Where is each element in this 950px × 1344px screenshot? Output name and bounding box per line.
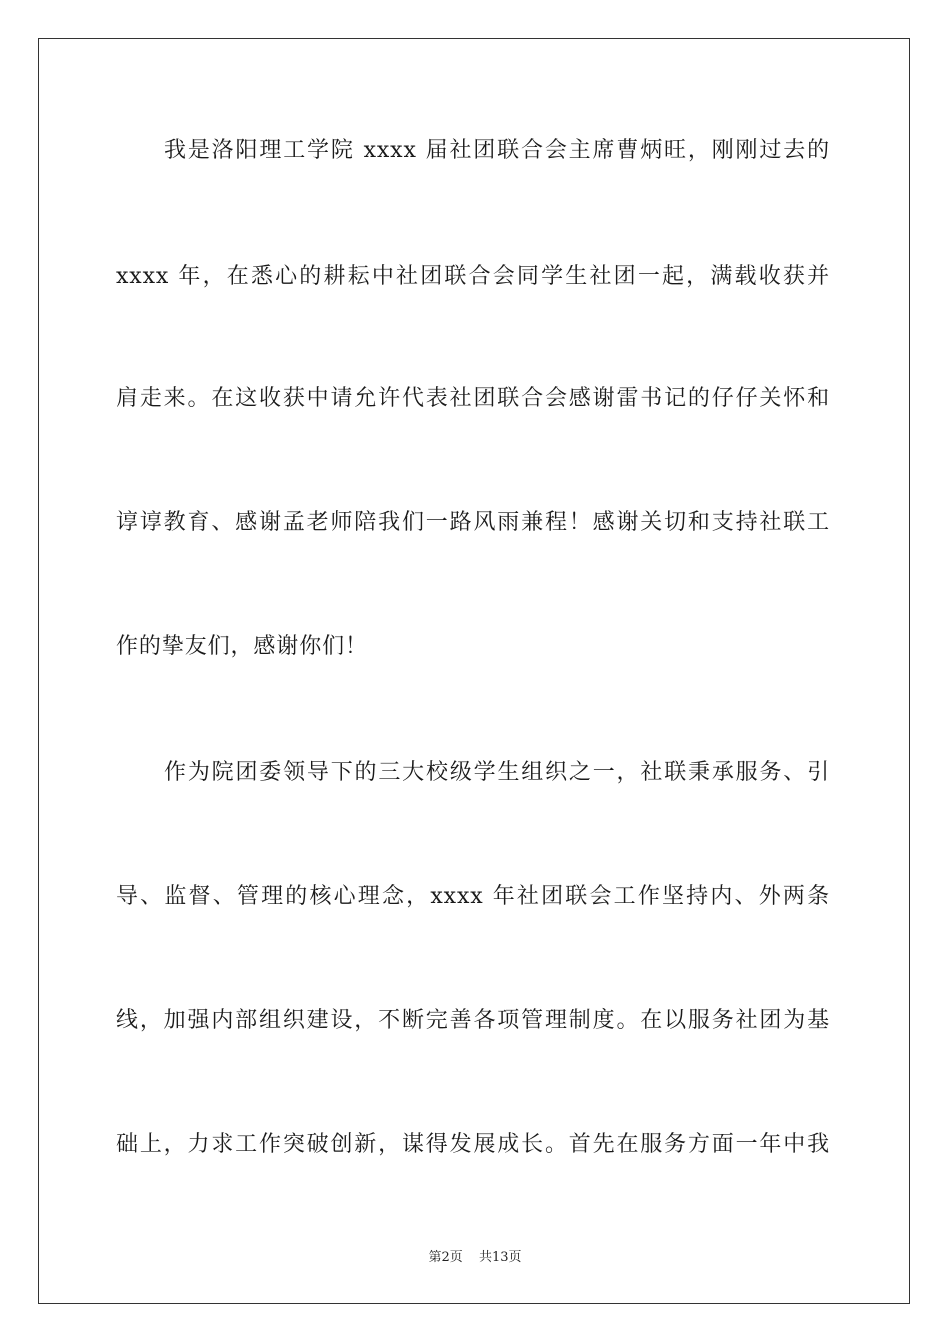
text-line: 导、监督、管理的核心理念，xxxx 年社团联会工作坚持内、外两条: [116, 884, 830, 909]
text-line: 我是洛阳理工学院 xxxx 届社团联合会主席曹炳旺，刚刚过去的: [164, 138, 830, 163]
text-line: xxxx 年，在悉心的耕耘中社团联合会同学生社团一起，满载收获并: [116, 264, 830, 289]
page-total: 共13页: [478, 1250, 522, 1265]
text-line: 作的挚友们，感谢你们！: [116, 634, 368, 659]
text-line: 肩走来。在这收获中请允许代表社团联合会感谢雷书记的仔仔关怀和: [116, 386, 830, 411]
text-line: 线，加强内部组织建设，不断完善各项管理制度。在以服务社团为基: [116, 1008, 830, 1033]
page-footer: [0, 1246, 950, 1265]
text-line: 谆谆教育、感谢孟老师陪我们一路风雨兼程！感谢关切和支持社联工: [116, 510, 830, 535]
text-line: 础上，力求工作突破创新，谋得发展成长。首先在服务方面一年中我: [116, 1132, 830, 1157]
page-border: [38, 38, 910, 1304]
page-number: 第2页: [428, 1250, 463, 1265]
text-line: 作为院团委领导下的三大校级学生组织之一，社联秉承服务、引: [164, 760, 830, 785]
